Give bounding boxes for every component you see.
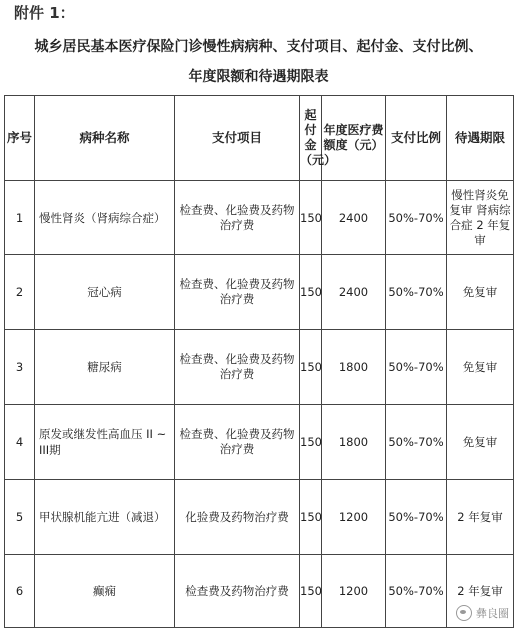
cell-period: 免复审	[447, 330, 514, 405]
header-disease: 病种名称	[35, 96, 175, 181]
cell-disease: 冠心病	[35, 255, 175, 330]
cell-period: 免复审	[447, 255, 514, 330]
cell-deductible: 150	[300, 255, 322, 330]
cell-seq: 4	[5, 405, 35, 480]
cell-period: 免复审	[447, 405, 514, 480]
attachment-label: 附件 1：	[14, 4, 75, 22]
cell-items: 检查费、化验费及药物治疗费	[175, 181, 300, 255]
table-title-line-2: 年度限额和待遇期限表	[188, 69, 329, 85]
cell-annual-limit: 1200	[322, 555, 386, 628]
cell-seq: 3	[5, 330, 35, 405]
cell-seq: 2	[5, 255, 35, 330]
table-row	[5, 330, 514, 405]
watermark-text: 彝良圈	[476, 607, 509, 620]
table-title-line-1: 城乡居民基本医疗保险门诊慢性病病种、支付项目、起付金、支付比例、	[34, 39, 483, 55]
cell-ratio: 50%-70%	[386, 555, 447, 628]
header-period: 待遇期限	[447, 96, 514, 181]
cell-period: 2 年复审	[447, 555, 514, 628]
cell-ratio: 50%-70%	[386, 480, 447, 555]
wechat-icon	[456, 605, 472, 621]
header-deductible: 起付金（元）	[300, 96, 322, 181]
cell-items: 检查费、化验费及药物治疗费	[175, 405, 300, 480]
cell-disease: 慢性肾炎（肾病综合症）	[35, 181, 175, 255]
cell-disease: 甲状腺机能亢进（减退）	[35, 480, 175, 555]
table-row	[5, 555, 514, 628]
cell-ratio: 50%-70%	[386, 181, 447, 255]
table-header-row	[5, 96, 514, 181]
cell-ratio: 50%-70%	[386, 330, 447, 405]
cell-ratio: 50%-70%	[386, 405, 447, 480]
header-items: 支付项目	[175, 96, 300, 181]
header-annual-limit: 年度医疗费额度（元）	[322, 96, 386, 181]
cell-seq: 6	[5, 555, 35, 628]
cell-annual-limit: 1800	[322, 330, 386, 405]
cell-deductible: 150	[300, 480, 322, 555]
cell-period: 2 年复审	[447, 480, 514, 555]
table-row	[5, 255, 514, 330]
cell-period: 慢性肾炎免复审 肾病综合症 2 年复审	[447, 181, 514, 255]
header-ratio: 支付比例	[386, 96, 447, 181]
cell-deductible: 150	[300, 181, 322, 255]
table-row	[5, 405, 514, 480]
cell-disease: 癫痫	[35, 555, 175, 628]
cell-ratio: 50%-70%	[386, 255, 447, 330]
chronic-disease-table	[4, 95, 514, 628]
cell-seq: 1	[5, 181, 35, 255]
table-row	[5, 181, 514, 255]
cell-deductible: 150	[300, 555, 322, 628]
cell-annual-limit: 2400	[322, 255, 386, 330]
watermark	[456, 605, 509, 621]
cell-items: 检查费、化验费及药物治疗费	[175, 330, 300, 405]
cell-deductible: 150	[300, 405, 322, 480]
cell-seq: 5	[5, 480, 35, 555]
table-row	[5, 480, 514, 555]
cell-deductible: 150	[300, 330, 322, 405]
cell-annual-limit: 2400	[322, 181, 386, 255]
cell-items: 检查费及药物治疗费	[175, 555, 300, 628]
header-seq: 序号	[5, 96, 35, 181]
cell-items: 检查费、化验费及药物治疗费	[175, 255, 300, 330]
cell-disease: 原发或继发性高血压 II ~ III期	[35, 405, 175, 480]
cell-annual-limit: 1200	[322, 480, 386, 555]
cell-annual-limit: 1800	[322, 405, 386, 480]
cell-disease: 糖尿病	[35, 330, 175, 405]
cell-items: 化验费及药物治疗费	[175, 480, 300, 555]
